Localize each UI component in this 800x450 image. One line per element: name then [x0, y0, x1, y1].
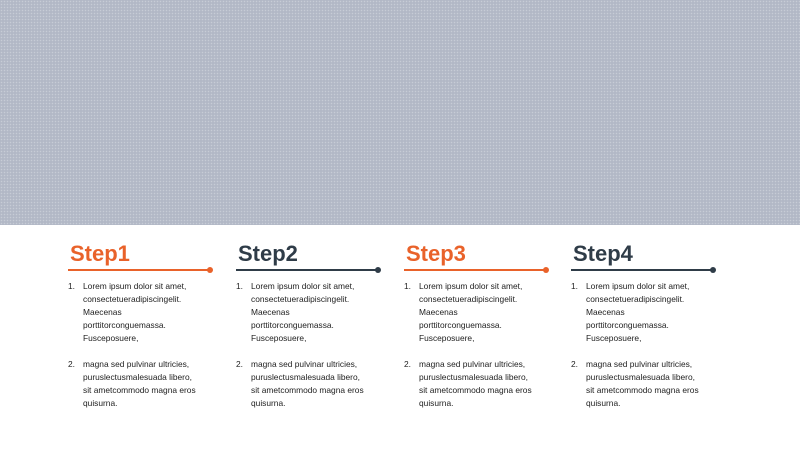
list-item-text: Lorem ipsum dolor sit amet, consectetueradipiscingelit. Maecenas porttitorconguemassa. Fusceposuere,	[251, 281, 355, 343]
list-item-text: Lorem ipsum dolor sit amet, consectetueradipiscingelit. Maecenas porttitorconguemassa. Fusceposuere,	[83, 281, 187, 343]
list-item	[404, 358, 564, 410]
list-item-number: 1.	[236, 281, 243, 291]
divider-dot	[375, 267, 381, 273]
list-item-number: 2.	[68, 359, 75, 369]
list-item	[68, 358, 228, 410]
list-item-text: Lorem ipsum dolor sit amet, consectetueradipiscingelit. Maecenas porttitorconguemassa. Fusceposuere,	[586, 281, 690, 343]
list-item	[571, 280, 731, 345]
list-item-text: magna sed pulvinar ultricies, puruslectusmalesuada libero, sit ametcommodo magna eros quisurna.	[419, 359, 532, 408]
list-item	[404, 280, 564, 345]
step-4	[571, 238, 731, 410]
step-divider	[571, 269, 713, 271]
list-item-text: magna sed pulvinar ultricies, puruslectusmalesuada libero, sit ametcommodo magna eros quisurna.	[83, 359, 196, 408]
list-item-number: 1.	[571, 281, 578, 291]
step-title: Step1	[70, 241, 130, 266]
list-item-text: Lorem ipsum dolor sit amet, consectetueradipiscingelit. Maecenas porttitorconguemassa. Fusceposuere,	[419, 281, 523, 343]
step-title: Step3	[406, 241, 466, 266]
step-list	[236, 280, 396, 410]
step-3	[404, 238, 564, 410]
step-title: Step4	[573, 241, 633, 266]
list-item-number: 1.	[404, 281, 411, 291]
list-item	[236, 358, 396, 410]
step-divider	[68, 269, 210, 271]
list-item	[236, 280, 396, 345]
list-item-text: magna sed pulvinar ultricies, puruslectusmalesuada libero, sit ametcommodo magna eros quisurna.	[251, 359, 364, 408]
list-item	[571, 358, 731, 410]
divider-dot	[710, 267, 716, 273]
step-list	[571, 280, 731, 410]
list-item-number: 2.	[236, 359, 243, 369]
list-item	[68, 280, 228, 345]
step-list	[68, 280, 228, 410]
step-title: Step2	[238, 241, 298, 266]
step-divider	[236, 269, 378, 271]
list-item-text: magna sed pulvinar ultricies, puruslectusmalesuada libero, sit ametcommodo magna eros quisurna.	[586, 359, 699, 408]
step-divider	[404, 269, 546, 271]
list-item-number: 2.	[571, 359, 578, 369]
list-item-number: 2.	[404, 359, 411, 369]
divider-dot	[543, 267, 549, 273]
divider-dot	[207, 267, 213, 273]
step-1	[68, 238, 228, 410]
step-2	[236, 238, 396, 410]
step-list	[404, 280, 564, 410]
list-item-number: 1.	[68, 281, 75, 291]
